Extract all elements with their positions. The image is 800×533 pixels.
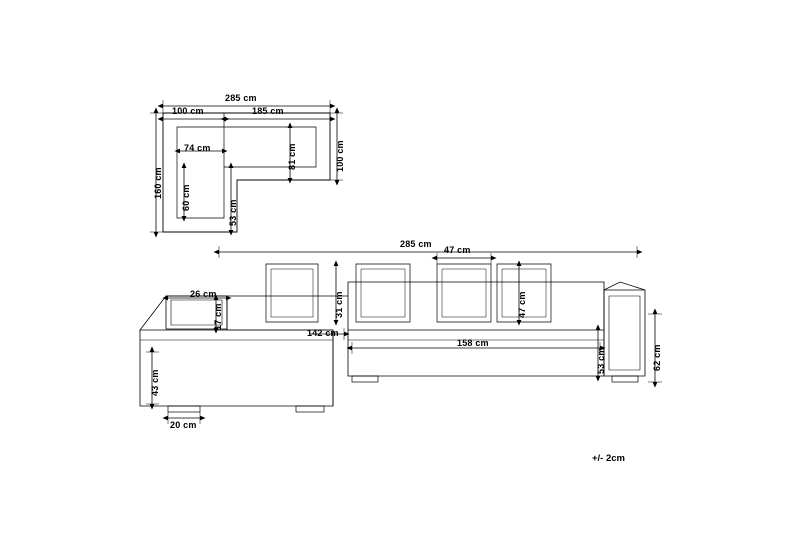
label-top-inner-seat-width: 74 cm bbox=[184, 143, 211, 153]
label-front-overall-width: 285 cm bbox=[400, 239, 432, 249]
label-top-left-depth: 160 cm bbox=[153, 167, 163, 199]
label-front-seat-length: 158 cm bbox=[457, 338, 489, 348]
label-top-right-segment-width: 185 cm bbox=[252, 106, 284, 116]
label-front-chaise-length: 142 cm bbox=[307, 328, 339, 338]
label-front-back-cushion-height: 47 cm bbox=[517, 291, 527, 318]
label-front-foot-width: 20 cm bbox=[170, 420, 197, 430]
label-top-left-segment-width: 100 cm bbox=[172, 106, 204, 116]
tolerance-note: +/- 2cm bbox=[592, 453, 626, 464]
label-front-seat-height: 53 cm bbox=[596, 347, 606, 374]
label-front-cushion-width: 47 cm bbox=[444, 245, 471, 255]
label-front-armrest-width: 26 cm bbox=[190, 289, 217, 299]
label-front-chaise-height: 43 cm bbox=[150, 369, 160, 396]
label-top-inner-depth-left: 60 cm bbox=[181, 184, 191, 211]
label-front-backrest-cushion-height: 31 cm bbox=[334, 291, 344, 318]
label-top-chaise-width: 53 cm bbox=[228, 199, 238, 226]
label-top-inner-depth-right: 81 cm bbox=[287, 143, 297, 170]
label-top-overall-width: 285 cm bbox=[225, 93, 257, 103]
label-front-total-height: 62 cm bbox=[652, 344, 662, 371]
label-front-armrest-height: 17 cm bbox=[213, 303, 223, 330]
label-top-right-depth: 100 cm bbox=[335, 140, 345, 172]
